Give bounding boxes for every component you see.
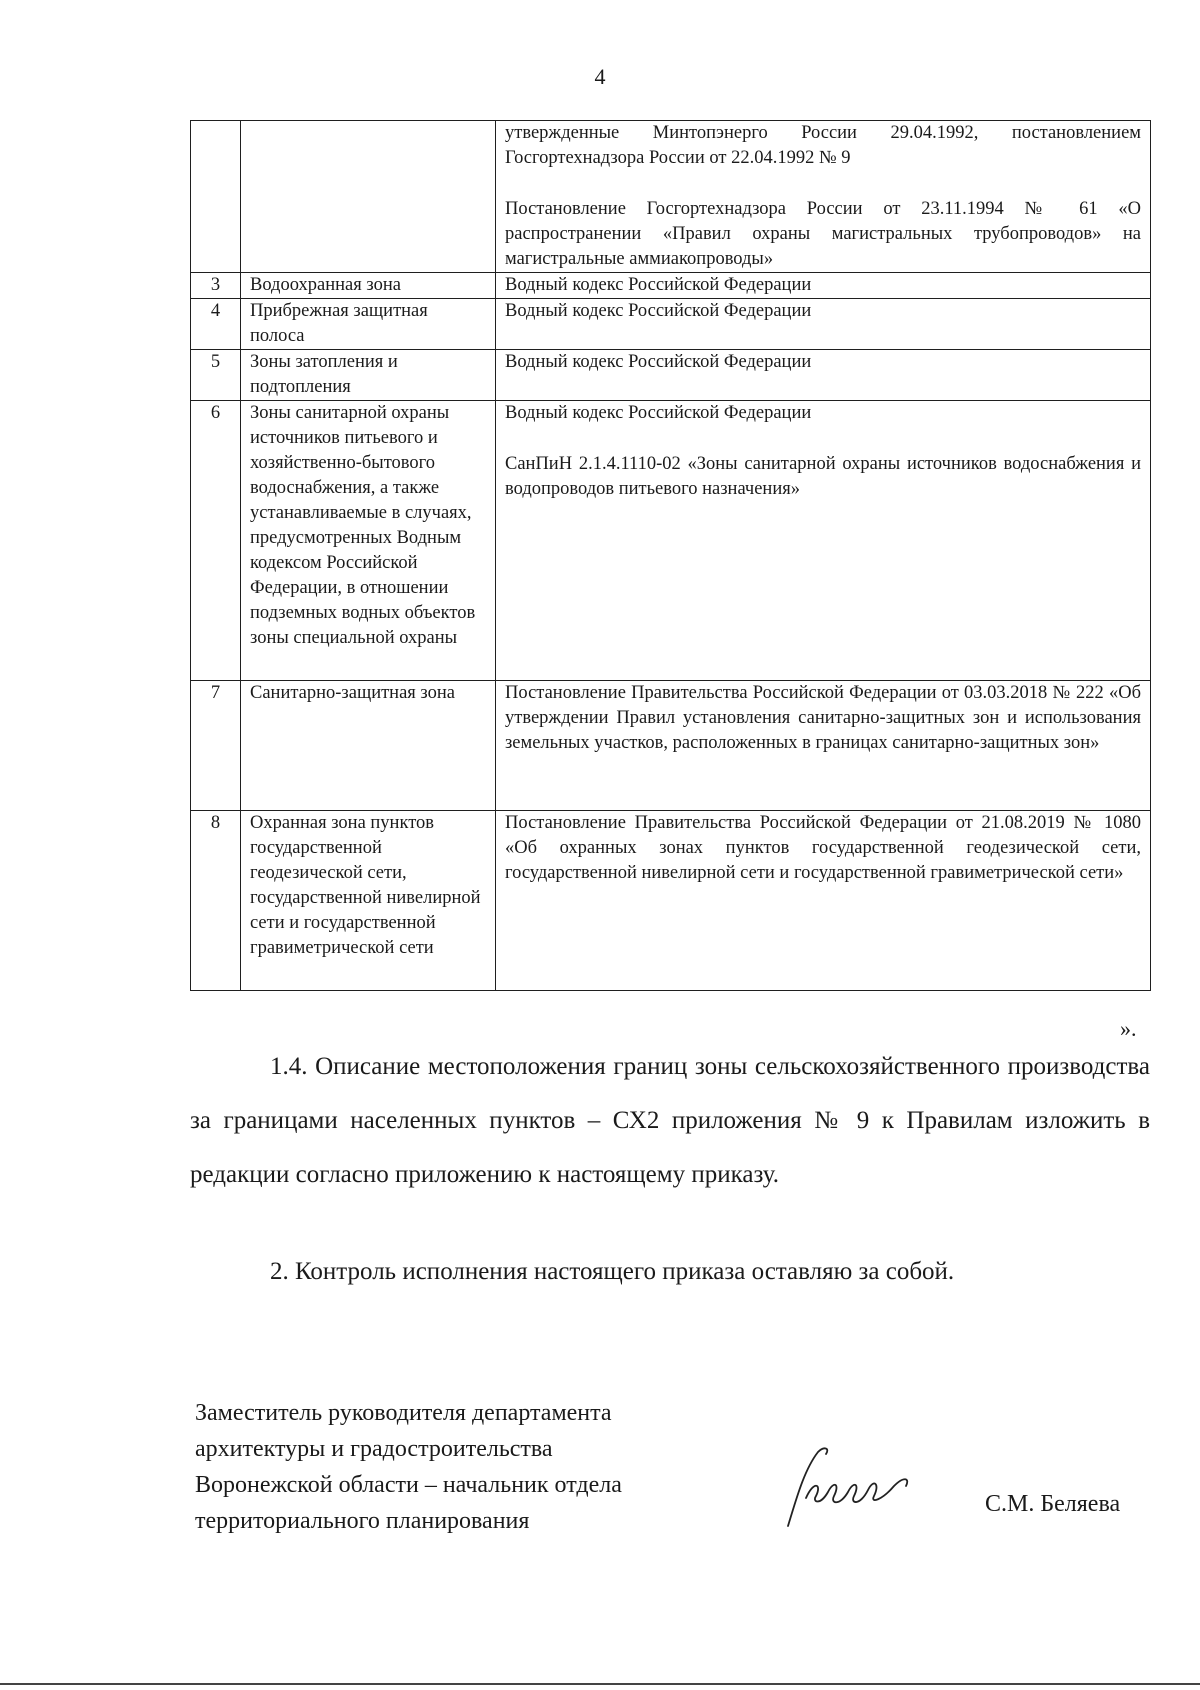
table-row [191, 811, 1151, 991]
row-number: 8 [191, 811, 241, 991]
legal-basis [496, 681, 1151, 811]
legal-basis-text: утвержденные Минтопэнерго России 29.04.1992, постановлением Госгортехнадзора России от 22.04.1992 № 9 [505, 123, 1141, 168]
row-number [191, 121, 241, 273]
closing-quote: ». [1120, 1016, 1137, 1041]
row-number: 5 [191, 350, 241, 401]
legal-basis [496, 350, 1151, 401]
paragraph-1-4: 1.4. Описание местоположения границ зоны сельскохозяйственного производства за границами населенных пунктов – СХ2 приложения № 9 к Правилам изложить в редакции согласно приложению к настоящему приказу. [190, 1053, 1150, 1188]
legal-basis [496, 811, 1151, 991]
legal-basis-text: СанПиН 2.1.4.1110-02 «Зоны санитарной охраны источников водоснабжения и водопроводов питьевого назначения» [505, 454, 1141, 499]
legal-basis-text: Постановление Госгортехнадзора России от 23.11.1994 № 61 «О распространении «Правил охраны магистральных трубопроводов» на магистральные аммиакопроводы» [505, 199, 1141, 269]
legal-basis-text: Водный кодекс Российской Федерации [505, 352, 812, 372]
page-number: 4 [594, 64, 606, 89]
row-number: 3 [191, 273, 241, 299]
legal-basis-text: Водный кодекс Российской Федерации [505, 275, 812, 295]
table-row [191, 350, 1151, 401]
zones-table [190, 120, 1151, 991]
row-number: 4 [191, 299, 241, 350]
page-bottom-rule [0, 1683, 1200, 1685]
zone-name: Санитарно-защитная зона [241, 681, 496, 811]
signer-name: С.М. Беляева [985, 1491, 1121, 1517]
table-row [191, 681, 1151, 811]
zone-name: Зоны санитарной охраны источников питьевого и хозяйственно-бытового водоснабжения, а также устанавливаемые в случаях, предусмотренных Водным кодексом Российской Федерации, в отношении подземных водных объектов зоны специальной охраны [241, 401, 496, 681]
row-number: 7 [191, 681, 241, 811]
zone-name: Прибрежная защитная полоса [241, 299, 496, 350]
signer-position-line: территориального планирования [195, 1508, 530, 1534]
signer-position-line: Заместитель руководителя департамента [195, 1400, 612, 1426]
signer-position-line: Воронежской области – начальник отдела [195, 1472, 622, 1498]
legal-basis-text: Водный кодекс Российской Федерации [505, 301, 812, 321]
table-row [191, 299, 1151, 350]
table-row [191, 401, 1151, 681]
zone-name: Зоны затопления и подтопления [241, 350, 496, 401]
row-number: 6 [191, 401, 241, 681]
legal-basis [496, 273, 1151, 299]
legal-basis [496, 121, 1151, 273]
zone-name [241, 121, 496, 273]
zone-name: Охранная зона пунктов государственной геодезической сети, государственной нивелирной сети и государственной гравиметрической сети [241, 811, 496, 991]
legal-basis [496, 299, 1151, 350]
legal-basis-text: Постановление Правительства Российской Федерации от 21.08.2019 № 1080 «Об охранных зонах пунктов государственной геодезической сети, государственной нивелирной сети и государственной гравиметрической сети» [505, 813, 1141, 883]
table-row [191, 273, 1151, 299]
handwritten-signature [760, 1440, 940, 1530]
legal-basis [496, 401, 1151, 681]
zone-name: Водоохранная зона [241, 273, 496, 299]
legal-basis-text: Постановление Правительства Российской Федерации от 03.03.2018 № 222 «Об утверждении Правил установления санитарно-защитных зон и использования земельных участков, расположенных в границах санитарно-защитных зон» [505, 683, 1141, 753]
legal-basis-text: Водный кодекс Российской Федерации [505, 403, 812, 423]
signer-position-line: архитектуры и градостроительства [195, 1436, 553, 1462]
table-row [191, 121, 1151, 273]
paragraph-2: 2. Контроль исполнения настоящего приказа оставляю за собой. [270, 1258, 955, 1285]
signer-position [195, 1395, 622, 1539]
